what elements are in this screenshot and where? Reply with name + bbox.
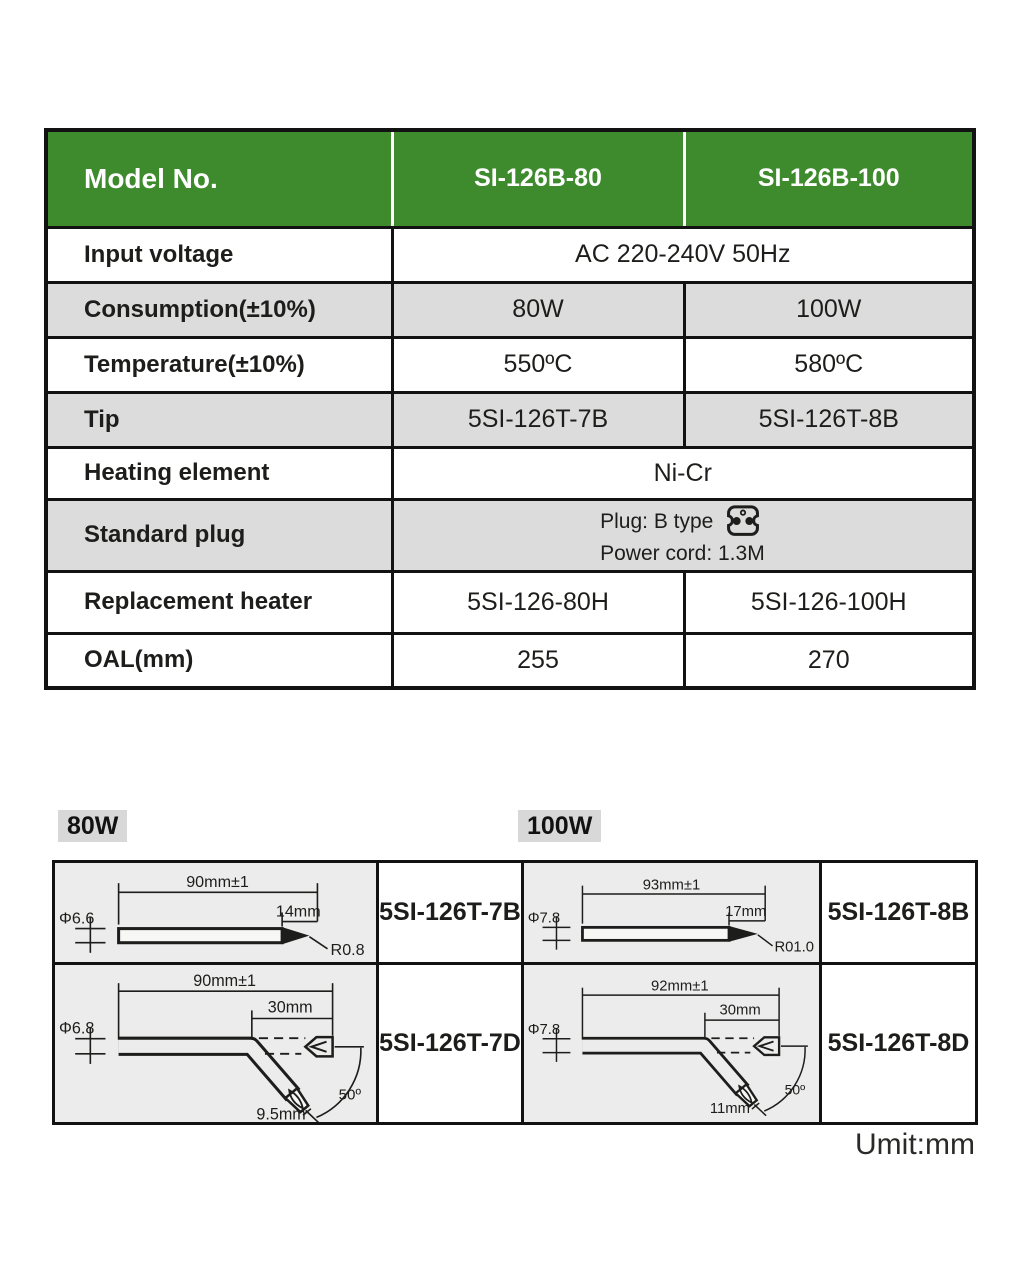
- row-temperature: [46, 337, 974, 392]
- consumption-80: 80W: [392, 282, 684, 337]
- dim-tiplen-8b: 17mm: [725, 904, 767, 921]
- header-row: [46, 130, 974, 227]
- badge-80w: 80W: [58, 810, 127, 842]
- plug-icon: [721, 503, 765, 541]
- dim-seg-8d: 30mm: [719, 1002, 761, 1019]
- dim-radius-7b: R0.8: [330, 940, 365, 959]
- dim-tiplen-7b: 14mm: [275, 902, 321, 921]
- replacement-heater-80: 5SI-126-80H: [392, 571, 684, 633]
- standard-plug-label: Standard plug: [46, 499, 392, 571]
- header-model-80: SI-126B-80: [392, 130, 684, 227]
- drawing-cell-7d: [54, 964, 378, 1124]
- input-voltage-label: Input voltage: [46, 227, 392, 282]
- tip-label: Tip: [46, 392, 392, 447]
- dim-seg-7d: 30mm: [267, 998, 313, 1017]
- badge-100w: 100W: [518, 810, 601, 842]
- row-replacement-heater: [46, 571, 974, 633]
- tip-model-7b: 5SI-126T-7B: [378, 862, 523, 964]
- dim-dia-8b: Φ7.8: [527, 910, 561, 927]
- drawing-cell-8d: [523, 964, 821, 1124]
- standard-plug-value: [392, 499, 974, 571]
- power-cord-text: Power cord: 1.3M: [600, 541, 765, 565]
- tip-model-8b: 5SI-126T-8B: [821, 862, 977, 964]
- dim-length-8b: 93mm±1: [642, 877, 701, 894]
- row-consumption: [46, 282, 974, 337]
- oal-80: 255: [392, 633, 684, 688]
- oal-label: OAL(mm): [46, 633, 392, 688]
- plug-info-block: [600, 503, 765, 567]
- heating-element-label: Heating element: [46, 447, 392, 499]
- dim-length-7d: 90mm±1: [193, 972, 256, 991]
- dim-dia-8d: Φ7.8: [527, 1022, 561, 1039]
- tip-80: 5SI-126T-7B: [392, 392, 684, 447]
- consumption-label: Consumption(±10%): [46, 282, 392, 337]
- tip-100: 5SI-126T-8B: [684, 392, 974, 447]
- row-oal: [46, 633, 974, 688]
- dim-angle-8d: 50º: [784, 1081, 806, 1098]
- dim-width-7d: 9.5mm: [256, 1105, 306, 1123]
- drawing-cell-8b: [523, 862, 821, 964]
- dim-angle-7d: 50º: [338, 1086, 362, 1104]
- dim-radius-8b: R01.0: [774, 939, 815, 956]
- header-model-no: Model No.: [46, 130, 392, 227]
- row-tip: [46, 392, 974, 447]
- tip-drawing-7d: [55, 965, 376, 1122]
- dim-width-8d: 11mm: [709, 1101, 750, 1117]
- row-heating-element: [46, 447, 974, 499]
- oal-100: 270: [684, 633, 974, 688]
- tip-drawing-8b: [524, 868, 819, 957]
- consumption-100: 100W: [684, 282, 974, 337]
- replacement-heater-label: Replacement heater: [46, 571, 392, 633]
- heating-element-value: Ni-Cr: [392, 447, 974, 499]
- dim-dia-7b: Φ6.6: [59, 909, 95, 928]
- drawing-cell-7b: [54, 862, 378, 964]
- temperature-80: 550ºC: [392, 337, 684, 392]
- dim-length-8d: 92mm±1: [651, 978, 709, 995]
- plug-type-text: Plug: B type: [600, 509, 714, 533]
- temperature-100: 580ºC: [684, 337, 974, 392]
- tip-drawing-7b: [55, 864, 376, 961]
- unit-note: Umit:mm: [855, 1128, 975, 1161]
- temperature-label: Temperature(±10%): [46, 337, 392, 392]
- tip-model-7d: 5SI-126T-7D: [378, 964, 523, 1124]
- tip-model-8d: 5SI-126T-8D: [821, 964, 977, 1124]
- row-input-voltage: [46, 227, 974, 282]
- input-voltage-value: AC 220-240V 50Hz: [392, 227, 974, 282]
- dim-length-7b: 90mm±1: [186, 873, 249, 892]
- row-standard-plug: [46, 499, 974, 571]
- tip-drawings-table: [52, 860, 978, 1125]
- header-model-100: SI-126B-100: [684, 130, 974, 227]
- spec-table: [44, 128, 976, 690]
- dim-dia-7d: Φ6.8: [59, 1019, 95, 1038]
- tip-drawing-8d: [524, 971, 819, 1116]
- replacement-heater-100: 5SI-126-100H: [684, 571, 974, 633]
